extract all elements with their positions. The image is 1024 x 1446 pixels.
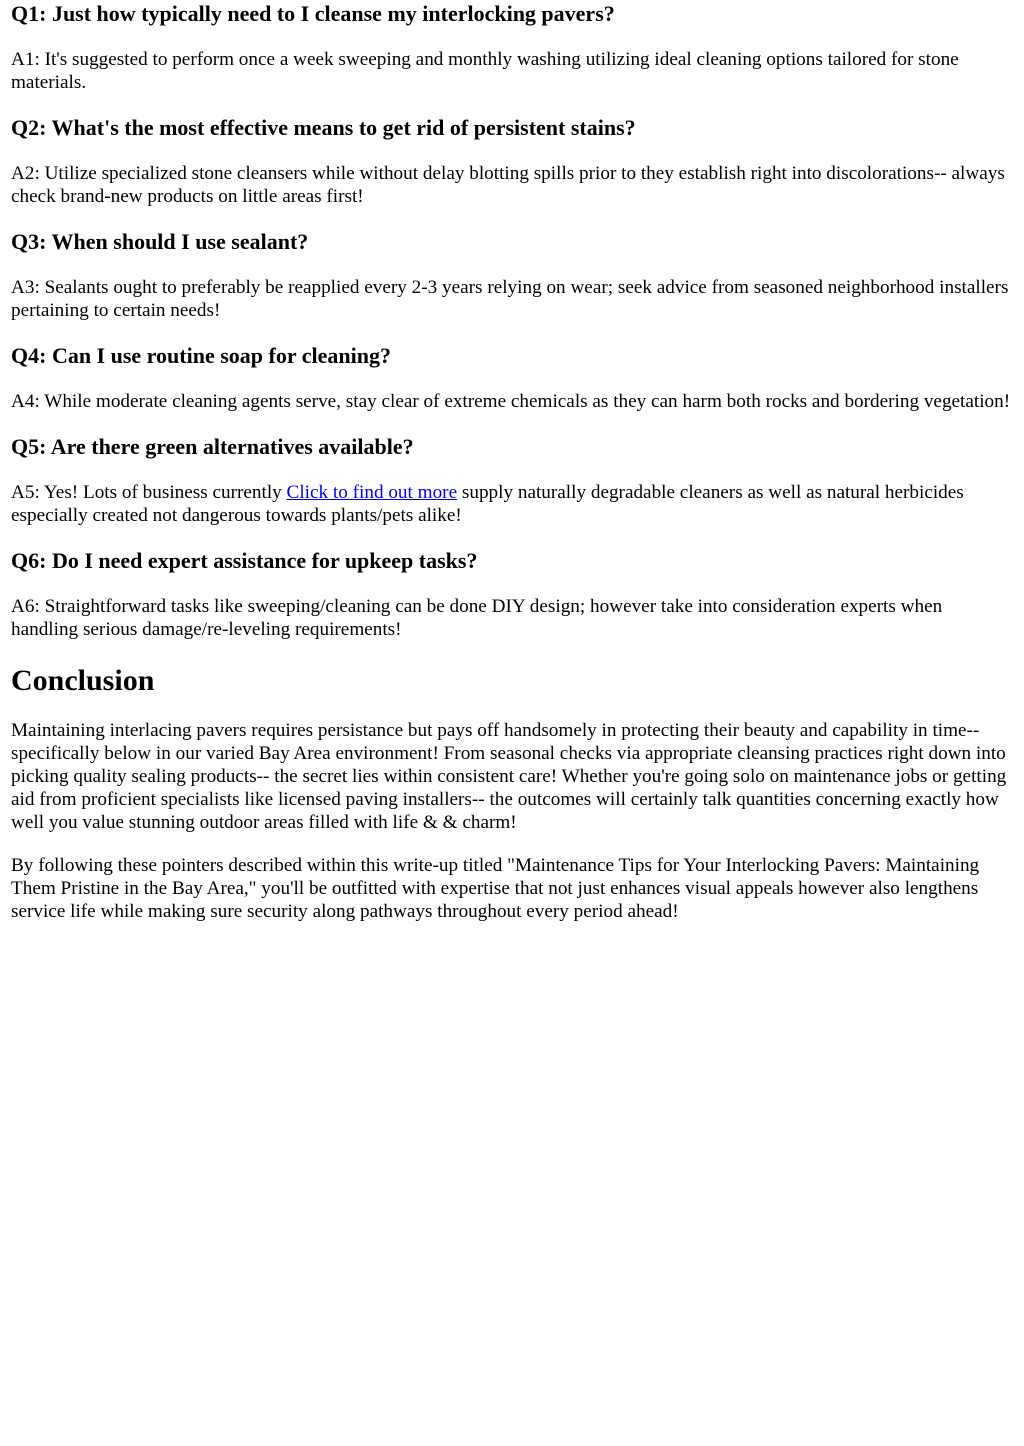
faq-question-5: Q5: Are there green alternatives available? <box>11 434 414 459</box>
faq-answer-6: A6: Straightforward tasks like sweeping/cleaning can be done DIY design; however take into consideration experts when handling serious damage/re-leveling requirements! <box>11 596 943 640</box>
faq-answer-3: A3: Sealants ought to preferably be reapplied every 2-3 years relying on wear; seek advice from seasoned neighborhood installers pertaining to certain needs! <box>11 277 1009 321</box>
faq-question-6: Q6: Do I need expert assistance for upkeep tasks? <box>11 548 478 573</box>
faq-answer-4: A4: While moderate cleaning agents serve, stay clear of extreme chemicals as they can harm both rocks and bordering vegetation! <box>11 391 1011 412</box>
faq-question-2: Q2: What's the most effective means to get rid of persistent stains? <box>11 115 636 140</box>
faq-answer-5 <box>11 481 1014 527</box>
conclusion-paragraph-2: By following these pointers described within this write-up titled "Maintenance Tips for Your Interlocking Pavers: Maintaining Them Pristine in the Bay Area," you'll be outfitted with expertise that not just enhances visual appeals however also lengthens service life while making sure security along pathways throughout every period ahead! <box>11 855 980 922</box>
faq-answer-2: A2: Utilize specialized stone cleansers while without delay blotting spills prior to they establish right into discolorations-- always check brand-new products on little areas first! <box>11 163 1005 207</box>
faq-answer-5-before: A5: Yes! Lots of business currently <box>11 482 287 503</box>
faq-answer-1: A1: It's suggested to perform once a week sweeping and monthly washing utilizing ideal cleaning options tailored for stone materials. <box>11 49 959 93</box>
conclusion-paragraph-1: Maintaining interlacing pavers requires persistance but pays off handsomely in protecting their beauty and capability in time-- specifically below in our varied Bay Area environment! From seasonal checks via appropriate cleansing practices right down into picking quality sealing products-- the secret lies within consistent care! Whether you're going solo on maintenance jobs or getting aid from proficient specialists like licensed paving installers-- the outcomes will certainly talk quantities concerning exactly how well you value stunning outdoor areas filled with life & & charm! <box>11 720 1007 833</box>
faq-question-1: Q1: Just how typically need to I cleanse my interlocking pavers? <box>11 1 615 26</box>
find-out-more-link[interactable]: Click to find out more <box>286 482 458 503</box>
conclusion-title: Conclusion <box>11 664 155 697</box>
faq-question-3: Q3: When should I use sealant? <box>11 229 309 254</box>
faq-question-4: Q4: Can I use routine soap for cleaning? <box>11 343 391 368</box>
faq-answer-5-after: supply naturally degradable cleaners as well as natural herbicides especially created not dangerous towards plants/pets alike! <box>11 482 964 526</box>
